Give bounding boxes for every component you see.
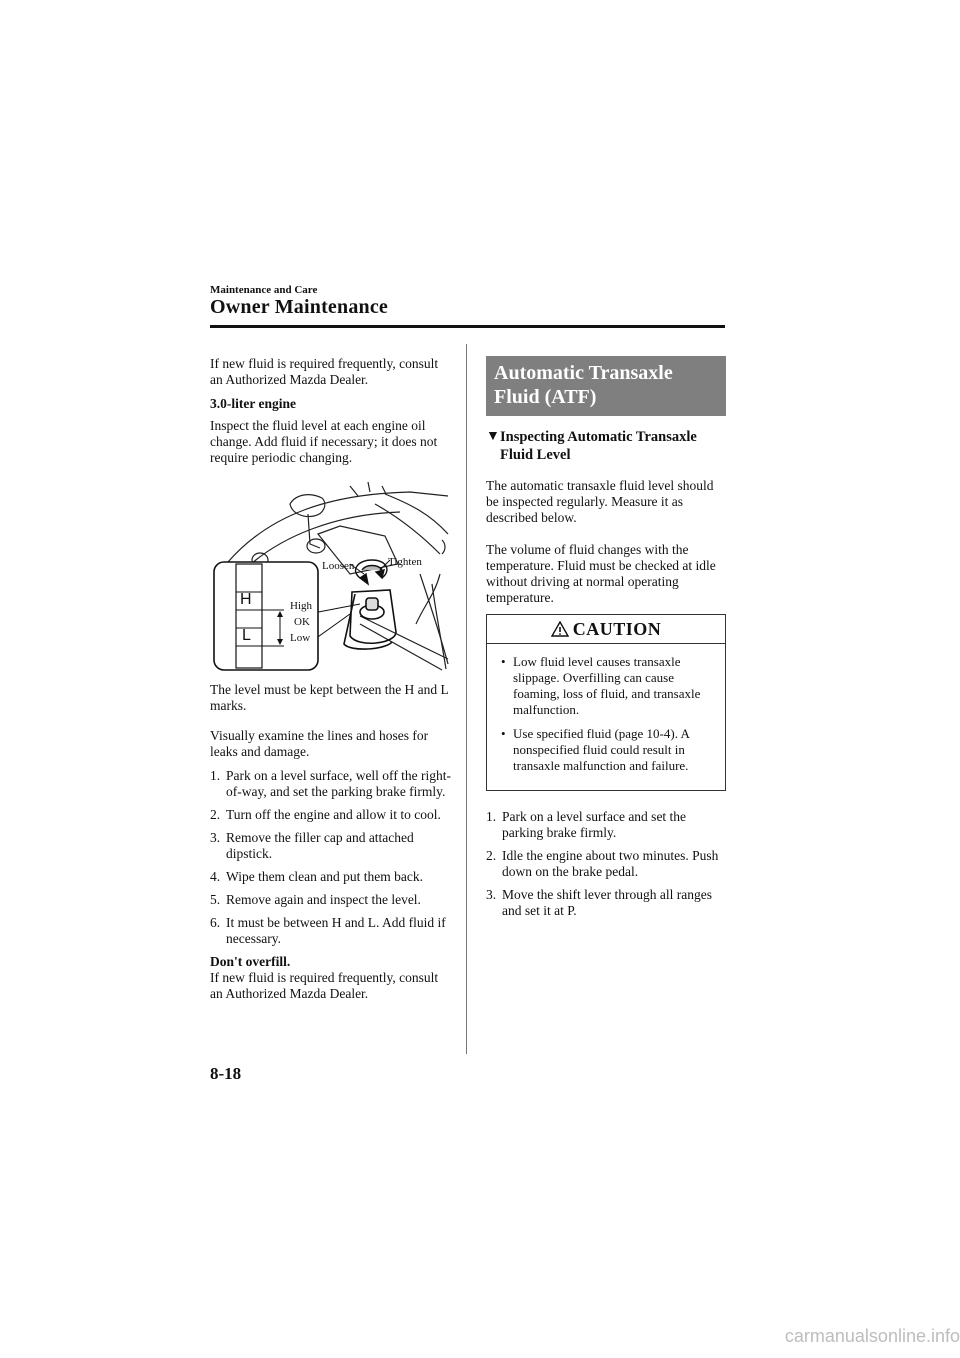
list-item: 6. It must be between H and L. Add fluid if necessary.: [210, 915, 446, 946]
list-item: 1. Park on a level surface, well off the right-of-way, and set the parking brake firmly.: [210, 768, 452, 799]
caution-header: [487, 615, 725, 644]
page-title: Owner Maintenance: [210, 296, 389, 318]
list-item: 3. Move the shift lever through all ranges and set it at P.: [486, 887, 712, 918]
column-divider: [466, 344, 467, 1054]
tighten-label: Tighten: [388, 556, 422, 568]
caution-title: CAUTION: [572, 619, 662, 639]
page-number: 8-18: [210, 1064, 242, 1083]
intro-paragraph: If new fluid is required frequently, consult an Authorized Mazda Dealer.: [210, 356, 439, 387]
level-paragraph: The level must be kept between the H and L marks.: [210, 682, 449, 713]
ok-label: OK: [294, 616, 310, 628]
right-steps-list: [486, 809, 726, 919]
right-column: [486, 356, 726, 926]
list-item: 5. Remove again and inspect the level.: [210, 892, 421, 907]
bullet-icon: •: [501, 726, 506, 741]
low-label: Low: [290, 632, 311, 644]
engine-bay-drawing: [210, 474, 450, 674]
caution-box: [486, 614, 726, 791]
left-column: [210, 356, 453, 1002]
bullet-icon: •: [501, 654, 506, 669]
header-rule: [210, 325, 725, 328]
list-item: 2. Turn off the engine and allow it to cool.: [210, 807, 441, 822]
high-label: High: [290, 600, 312, 612]
list-item: • Low fluid level causes transaxle slippage. Overfilling can cause foaming, loss of fluid, and transaxle malfunction.: [501, 654, 701, 717]
loosen-label: Loosen: [322, 560, 355, 572]
temperature-paragraph: The volume of fluid changes with the temperature. Fluid must be checked at idle without driving at normal operating temperature.: [486, 542, 716, 605]
mark-h-label: H: [240, 591, 252, 608]
section-label: Maintenance and Care: [210, 284, 318, 296]
engine-heading: 3.0-liter engine: [210, 396, 296, 411]
visual-paragraph: Visually examine the lines and hoses for leaks and damage.: [210, 728, 429, 759]
subsection-heading: [486, 428, 726, 464]
reservoir-illustration: [210, 474, 450, 674]
inspect-regularly-paragraph: The automatic transaxle fluid level should be inspected regularly. Measure it as described below.: [486, 478, 714, 525]
list-item: • Use specified fluid (page 10-4). A nonspecified fluid could result in transaxle malfunction and failure.: [501, 726, 690, 773]
mark-l-label: L: [242, 627, 251, 644]
section-banner: Automatic Transaxle Fluid (ATF): [486, 356, 726, 416]
list-item: 1. Park on a level surface and set the parking brake firmly.: [486, 809, 687, 840]
subsection-heading-text: Inspecting Automatic Transaxle Fluid Level: [500, 429, 697, 463]
inspect-paragraph: Inspect the fluid level at each engine oil change. Add fluid if necessary; it does not require periodic changing.: [210, 418, 438, 465]
left-steps-list: [210, 768, 453, 947]
warning-triangle-icon: [551, 621, 569, 637]
caution-list: [487, 654, 725, 774]
dont-overfill-note: Don't overfill.: [210, 954, 291, 969]
watermark: carmanualsonline.info: [784, 1326, 960, 1346]
closing-paragraph: If new fluid is required frequently, consult an Authorized Mazda Dealer.: [210, 970, 439, 1001]
list-item: 3. Remove the filler cap and attached dipstick.: [210, 830, 414, 861]
list-item: 4. Wipe them clean and put them back.: [210, 869, 424, 884]
list-item: 2. Idle the engine about two minutes. Push down on the brake pedal.: [486, 848, 719, 879]
triangle-marker-icon: ▼: [486, 429, 500, 444]
